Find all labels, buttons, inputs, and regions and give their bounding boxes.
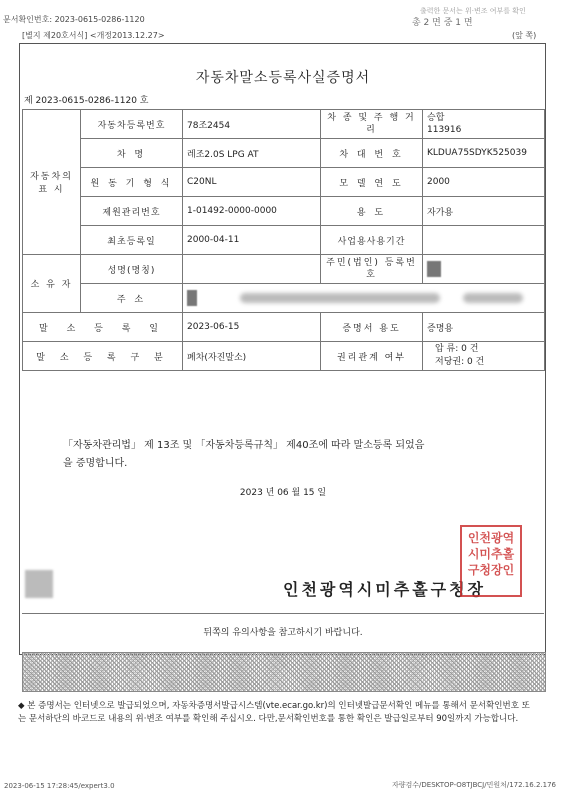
type-value: 승합 — [427, 113, 445, 123]
reg-no-value: 78조2454 — [183, 110, 321, 139]
issue-date: 2023 년 06 월 15 일 — [239, 488, 327, 498]
first-reg-value: 2000-04-11 — [183, 226, 321, 255]
owner-id-label: 주민(법인) 등록번호 — [321, 255, 423, 284]
table-row — [23, 168, 545, 197]
form-label: [별지 제20호서식] <개정2013.12.27> — [22, 31, 165, 40]
reg-no-label: 자동차등록번호 — [81, 110, 183, 139]
official-seal: 인천광역시미추홀구청장인 — [460, 525, 522, 597]
type-mileage-cell — [423, 110, 545, 139]
business-label: 사업용사용기간 — [321, 226, 423, 255]
document-title: 자동차말소등록사실증명서 — [195, 70, 371, 86]
dereg-date-value: 2023-06-15 — [183, 313, 321, 342]
model-name-value: 레조2.0S LPG AT — [183, 139, 321, 168]
top-right-note: 출력한 문서는 위·변조 여부를 확인 — [420, 7, 526, 15]
spec-value: 1-01492-0000-0000 — [183, 197, 321, 226]
model-year-label: 모 델 연 도 — [321, 168, 423, 197]
mileage-value: 113916 — [427, 125, 462, 135]
dereg-type-label: 말 소 등 록 구 분 — [23, 342, 183, 371]
certificate-table — [22, 109, 545, 371]
rights-label: 권리관계 여부 — [321, 342, 423, 371]
back-notice: 뒤쪽의 유의사항을 참고하시기 바랍니다. — [203, 628, 363, 638]
redaction-block — [187, 290, 197, 306]
first-reg-label: 최초등록일 — [81, 226, 183, 255]
owner-name-value — [183, 255, 321, 284]
address-label: 주 소 — [81, 284, 183, 313]
use-label: 용 도 — [321, 197, 423, 226]
footer-system: 자량검수/DESKTOP-O8TJBCJ/민원처/172.16.2.176 — [392, 781, 556, 789]
redaction-blur — [463, 293, 523, 303]
address-value — [183, 284, 545, 313]
issuer-name: 인천광역시미추홀구청장 — [283, 580, 487, 599]
owner-id-value — [423, 255, 545, 284]
divider — [22, 613, 544, 614]
footer-note: ◆ 본 증명서는 인터넷으로 발급되었으며, 자동차증명서발급시스템(vte.ecar.go.kr)의 인터넷발급문서확인 메뉴를 통해서 문서확인번호 또는 문서하단의 바코드로 내용의 위·변조 여부를 확인해 주십시오. 다만,문서확인번호를 통한 확인은 발급일로부터 90일까지 가능합니다. — [18, 701, 530, 724]
table-row — [23, 342, 545, 371]
doc-number: 제 2023-0615-0286-1120 호 — [24, 96, 149, 106]
vehicle-section-label: 자동차의 표 시 — [23, 110, 81, 255]
dereg-date-label: 말 소 등 록 일 — [23, 313, 183, 342]
doc-check-number: 문서확인번호: 2023-0615-0286-1120 — [3, 15, 145, 24]
dereg-type-value: 폐차(자진말소) — [183, 342, 321, 371]
table-row — [23, 255, 545, 284]
owner-section-label: 소 유 자 — [23, 255, 81, 313]
seizure-count: 압 류: 0 건 — [435, 344, 479, 354]
emblem-redaction — [25, 570, 53, 598]
business-value — [423, 226, 545, 255]
owner-name-label: 성명(명칭) — [81, 255, 183, 284]
vin-label: 차 대 번 호 — [321, 139, 423, 168]
table-row — [23, 197, 545, 226]
use-value: 자가용 — [423, 197, 545, 226]
model-name-label: 차 명 — [81, 139, 183, 168]
statement-line-1: 「자동차관리법」 제 13조 및 「자동차등록규칙」 제40조에 따라 말소등록 되었음 — [63, 440, 425, 451]
table-row — [23, 226, 545, 255]
type-label: 차 종 및 주 행 거 리 — [321, 110, 423, 139]
rights-value — [423, 342, 545, 371]
cert-use-value: 증명용 — [423, 313, 545, 342]
page-indicator: 총 2 면 중 1 면 — [412, 18, 473, 28]
side-label: (앞 쪽) — [512, 31, 537, 40]
barcode-pattern — [22, 652, 546, 692]
redaction-block — [427, 261, 441, 277]
model-year-value: 2000 — [423, 168, 545, 197]
spec-label: 제원관리번호 — [81, 197, 183, 226]
engine-label: 원 동 기 형 식 — [81, 168, 183, 197]
table-row — [23, 313, 545, 342]
table-row — [23, 284, 545, 313]
footer-timestamp: 2023-06-15 17:28:45/expert3.0 — [4, 782, 115, 790]
table-row — [23, 110, 545, 139]
table-row — [23, 139, 545, 168]
cert-use-label: 증명서 용도 — [321, 313, 423, 342]
vin-value: KLDUA75SDYK525039 — [423, 139, 545, 168]
statement-line-2: 을 증명합니다. — [63, 458, 128, 469]
engine-value: C20NL — [183, 168, 321, 197]
redaction-blur — [240, 293, 440, 303]
mortgage-count: 저당권: 0 건 — [435, 357, 485, 367]
